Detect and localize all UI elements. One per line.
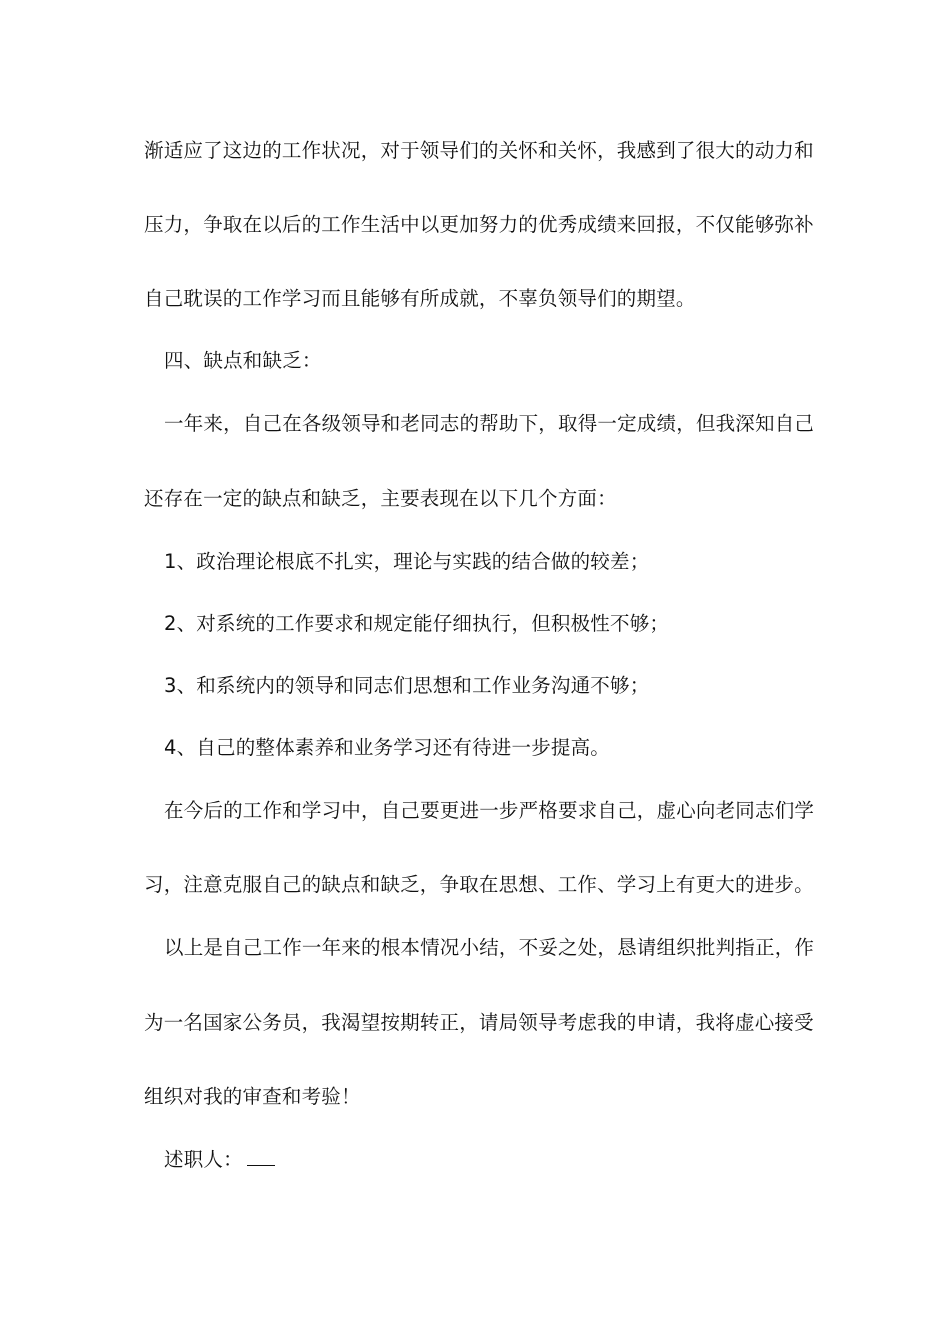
paragraph-line: 为一名国家公务员，我渴望按期转正，请局领导考虑我的申请，我将虚心接受 <box>144 1011 814 1034</box>
signature-label: 述职人： <box>164 1148 243 1171</box>
paragraph-line: 还存在一定的缺点和缺乏，主要表现在以下几个方面： <box>144 487 617 510</box>
paragraph-line: 在今后的工作和学习中，自己要更进一步严格要求自己，虚心向老同志们学 <box>164 799 815 822</box>
signature-line <box>164 1146 824 1174</box>
paragraph-line: 渐适应了这边的工作状况，对于领导们的关怀和关怀，我感到了很大的动力和 <box>144 139 814 162</box>
section-heading: 四、缺点和缺乏： <box>164 349 322 372</box>
paragraph-line: 以上是自己工作一年来的根本情况小结，不妥之处，恳请组织批判指正，作 <box>164 936 815 959</box>
list-item: 4、自己的整体素养和业务学习还有待进一步提高。 <box>164 736 611 759</box>
paragraph-line: 组织对我的审查和考验！ <box>144 1085 361 1108</box>
paragraph-line: 压力，争取在以后的工作生活中以更加努力的优秀成绩来回报，不仅能够弥补 <box>144 213 814 236</box>
paragraph-line: 习，注意克服自己的缺点和缺乏，争取在思想、工作、学习上有更大的进步。 <box>144 873 814 896</box>
list-item: 3、和系统内的领导和同志们思想和工作业务沟通不够； <box>164 674 650 697</box>
signature-blank <box>247 1147 275 1166</box>
list-item: 2、对系统的工作要求和规定能仔细执行，但积极性不够； <box>164 612 670 635</box>
paragraph-line: 一年来，自己在各级领导和老同志的帮助下，取得一定成绩，但我深知自己 <box>164 412 815 435</box>
list-item: 1、政治理论根底不扎实，理论与实践的结合做的较差； <box>164 550 650 573</box>
paragraph-line: 自己耽误的工作学习而且能够有所成就，不辜负领导们的期望。 <box>144 287 696 310</box>
